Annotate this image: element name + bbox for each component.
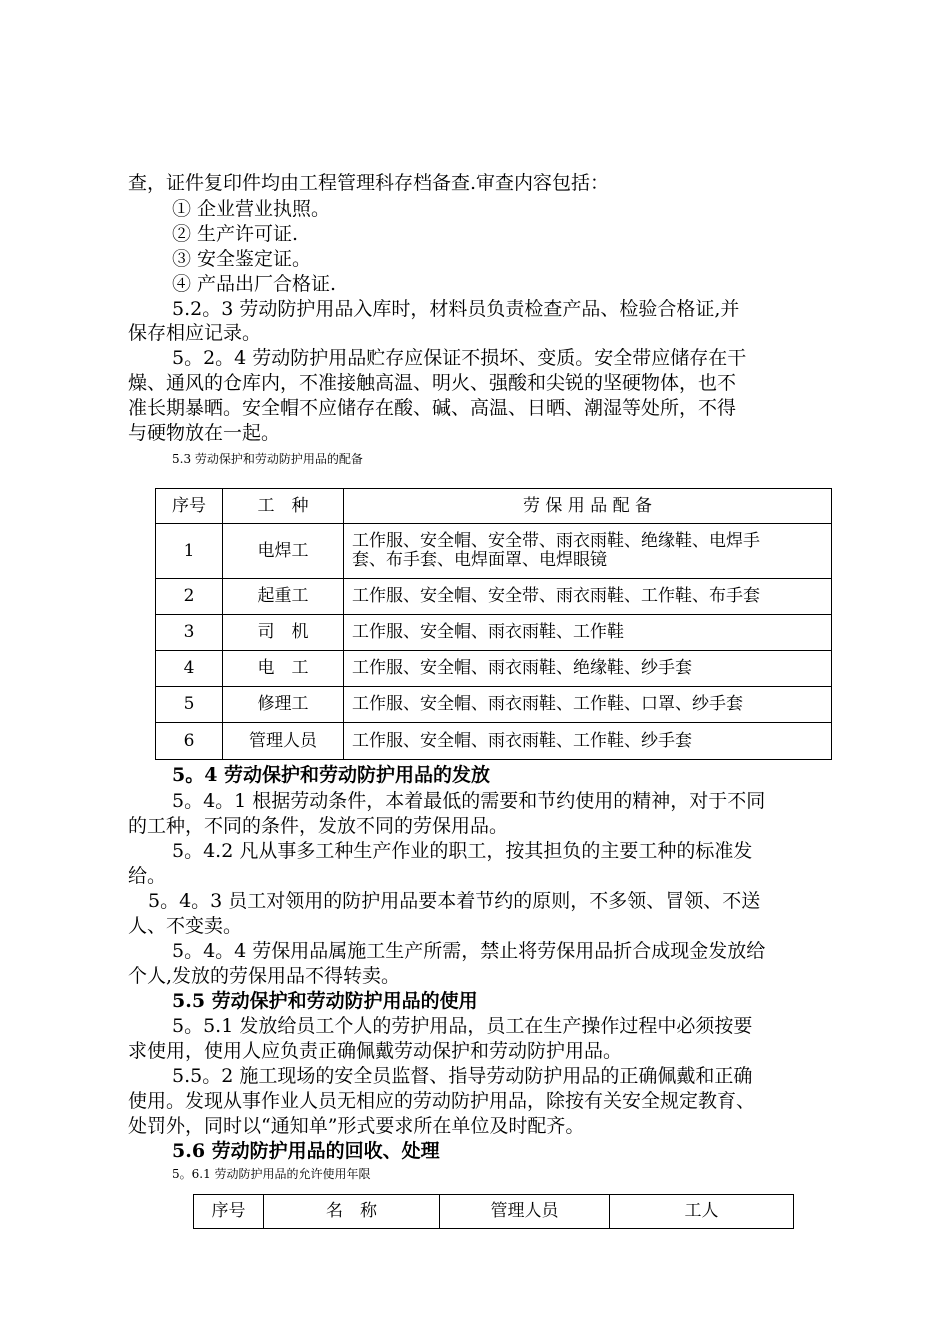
equipment-allocation-table xyxy=(155,488,832,760)
paragraph-line: 给。 xyxy=(128,865,167,887)
header-cell: 工 种 xyxy=(223,489,344,524)
list-item: ① 企业营业执照。 xyxy=(172,198,331,220)
job-type: 电 工 xyxy=(223,651,344,687)
row-number: 1 xyxy=(156,524,223,579)
paragraph-line: 使用。发现从事作业人员无相应的劳动防护用品，除按有关安全规定教育、 xyxy=(128,1090,756,1112)
table-caption: 5.3 劳动保护和劳动防护用品的配备 xyxy=(172,452,363,466)
paragraph-line: 保存相应记录。 xyxy=(128,322,262,344)
equipment-list: 工作服、安全帽、雨衣雨鞋、工作鞋 xyxy=(344,615,832,651)
paragraph-line: 5。4.2 凡从事多工种生产作业的职工，按其担负的主要工种的标准发 xyxy=(172,840,753,862)
paragraph-line: 燥、通风的仓库内，不准接触高温、明火、强酸和尖锐的坚硬物体，也不 xyxy=(128,372,737,394)
equipment-line: 套、布手套、电焊面罩、电焊眼镜 xyxy=(352,550,607,570)
table-header-row xyxy=(156,489,832,524)
table-row xyxy=(156,579,832,615)
equipment-list: 工作服、安全帽、雨衣雨鞋、绝缘鞋、纱手套 xyxy=(344,651,832,687)
table-header-row xyxy=(194,1195,794,1229)
table-row xyxy=(156,651,832,687)
paragraph-line: 5.2。3 劳动防护用品入库时，材料员负责检查产品、检验合格证,并 xyxy=(172,298,740,320)
equipment-list xyxy=(344,524,832,579)
header-cell: 序号 xyxy=(194,1195,264,1229)
section-heading: 5.5 劳动保护和劳动防护用品的使用 xyxy=(172,990,478,1012)
section-heading: 5。4 劳动保护和劳动防护用品的发放 xyxy=(172,764,491,786)
header-cell: 管理人员 xyxy=(440,1195,610,1229)
paragraph-line: 5。4。4 劳保用品属施工生产所需，禁止将劳保用品折合成现金发放给 xyxy=(172,940,766,962)
paragraph-line: 5。4。3 员工对领用的防护用品要本着节约的原则，不多领、冒领、不送 xyxy=(148,890,761,912)
table-caption: 5。6.1 劳动防护用品的允许使用年限 xyxy=(172,1167,371,1181)
list-item: ③ 安全鉴定证。 xyxy=(172,248,312,270)
equipment-list: 工作服、安全帽、雨衣雨鞋、工作鞋、纱手套 xyxy=(344,723,832,760)
table-row xyxy=(156,524,832,579)
paragraph-line: 5.5。2 施工现场的安全员监督、指导劳动防护用品的正确佩戴和正确 xyxy=(172,1065,753,1087)
equipment-list: 工作服、安全帽、安全带、雨衣雨鞋、工作鞋、布手套 xyxy=(344,579,832,615)
job-type: 司 机 xyxy=(223,615,344,651)
paragraph-line: 与硬物放在一起。 xyxy=(128,422,281,444)
paragraph-line: 查，证件复印件均由工程管理科存档备查.审查内容包括： xyxy=(128,172,610,194)
paragraph-line: 5。5.1 发放给员工个人的劳护用品，员工在生产操作过程中必须按要 xyxy=(172,1015,753,1037)
table-row xyxy=(156,687,832,723)
list-item: ④ 产品出厂合格证. xyxy=(172,273,337,295)
paragraph-line: 5。2。4 劳动防护用品贮存应保证不损坏、变质。安全带应储存在干 xyxy=(172,347,747,369)
section-heading: 5.6 劳动防护用品的回收、处理 xyxy=(172,1140,440,1162)
header-cell: 名 称 xyxy=(264,1195,440,1229)
paragraph-line: 处罚外，同时以“通知单”形式要求所在单位及时配齐。 xyxy=(128,1115,585,1137)
equipment-line: 工作服、安全帽、安全带、雨衣雨鞋、绝缘鞋、电焊手 xyxy=(352,531,760,551)
job-type: 起重工 xyxy=(223,579,344,615)
table-row xyxy=(156,615,832,651)
header-cell: 工人 xyxy=(610,1195,794,1229)
job-type: 管理人员 xyxy=(223,723,344,760)
paragraph-line: 个人,发放的劳保用品不得转卖。 xyxy=(128,965,401,987)
row-number: 5 xyxy=(156,687,223,723)
paragraph-line: 准长期暴晒。安全帽不应储存在酸、碱、高温、日晒、潮湿等处所，不得 xyxy=(128,397,737,419)
row-number: 6 xyxy=(156,723,223,760)
table-row xyxy=(156,723,832,760)
equipment-list: 工作服、安全帽、雨衣雨鞋、工作鞋、口罩、纱手套 xyxy=(344,687,832,723)
job-type: 修理工 xyxy=(223,687,344,723)
paragraph-line: 求使用，使用人应负责正确佩戴劳动保护和劳动防护用品。 xyxy=(128,1040,623,1062)
row-number: 4 xyxy=(156,651,223,687)
row-number: 3 xyxy=(156,615,223,651)
usage-period-table xyxy=(193,1194,794,1229)
list-item: ② 生产许可证. xyxy=(172,223,299,245)
header-cell: 劳 保 用 品 配 备 xyxy=(344,489,832,524)
header-cell: 序号 xyxy=(156,489,223,524)
paragraph-line: 人、不变卖。 xyxy=(128,915,243,937)
paragraph-line: 5。4。1 根据劳动条件，本着最低的需要和节约使用的精神，对于不同 xyxy=(172,790,766,812)
job-type: 电焊工 xyxy=(223,524,344,579)
row-number: 2 xyxy=(156,579,223,615)
paragraph-line: 的工种，不同的条件，发放不同的劳保用品。 xyxy=(128,815,509,837)
